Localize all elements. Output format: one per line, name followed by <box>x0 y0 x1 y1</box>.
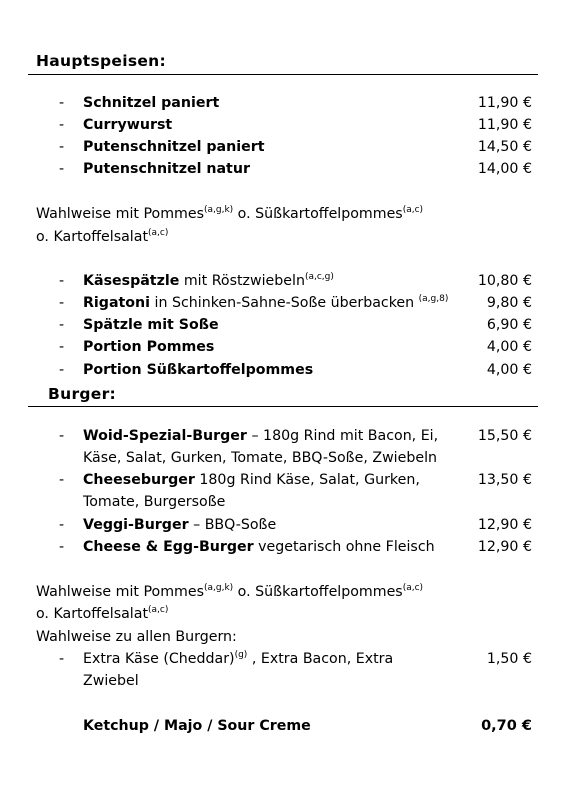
item-price: 4,00 € <box>486 362 532 378</box>
item-name: Schnitzel paniert <box>83 95 220 111</box>
side-choice-note <box>36 581 423 603</box>
item-price: 15,50 € <box>477 428 532 444</box>
item-price: 4,00 € <box>486 339 532 355</box>
item-name: Portion Pommes <box>83 339 215 355</box>
item-name: Rigatoni <box>83 295 151 311</box>
note-text: Wahlweise mit Pommes <box>36 206 204 222</box>
item-description: – 180g Rind mit Bacon, Ei, Käse, Salat, Gurken, Tomate, BBQ-Soße, Zwiebeln <box>83 428 439 466</box>
note-text: o. Kartoffelsalat <box>36 606 149 622</box>
side-choice-note-2 <box>36 603 168 625</box>
item-price: 12,90 € <box>477 539 532 555</box>
side-choice-note <box>36 203 423 225</box>
bullet-dash: - <box>59 295 65 311</box>
allergen-code: (a,c,g) <box>304 272 334 282</box>
item-name: Portion Süßkartoffelpommes <box>83 362 314 378</box>
item-price: 9,80 € <box>486 295 532 311</box>
item-name: Käsespätzle <box>83 273 180 289</box>
item-description: mit Röstzwiebeln <box>179 273 305 289</box>
menu-item <box>36 425 532 469</box>
note-text: o. Kartoffelsalat <box>36 229 149 245</box>
section-title-hauptspeisen: Hauptspeisen: <box>36 52 166 70</box>
bullet-dash: - <box>59 161 65 177</box>
item-description: – BBQ-Soße <box>188 517 277 533</box>
bullet-dash: - <box>59 651 65 667</box>
item-name: Putenschnitzel paniert <box>83 139 265 155</box>
item-description: 180g Rind Käse, Salat, Gurken, Tomate, Burgersoße <box>83 472 420 510</box>
bullet-dash: - <box>59 317 65 333</box>
item-price: 6,90 € <box>486 317 532 333</box>
allergen-code: (g) <box>234 650 248 660</box>
item-name: Spätzle mit Soße <box>83 317 219 333</box>
allergen-code: (a,g,k) <box>203 583 234 593</box>
note-text: Wahlweise mit Pommes <box>36 584 204 600</box>
item-price: 10,80 € <box>477 273 532 289</box>
bullet-dash: - <box>59 95 65 111</box>
item-name: Cheeseburger <box>83 472 195 488</box>
bullet-dash: - <box>59 539 65 555</box>
allergen-code: (a,c) <box>148 605 169 615</box>
item-price: 14,50 € <box>477 139 532 155</box>
bullet-dash: - <box>59 362 65 378</box>
menu-item <box>36 469 532 513</box>
note-text: o. Süßkartoffelpommes <box>233 206 403 222</box>
allergen-code: (a,c) <box>148 228 169 238</box>
bullet-dash: - <box>59 273 65 289</box>
item-price: 1,50 € <box>486 651 532 667</box>
sauces-row <box>83 715 532 737</box>
allergen-code: (a,g,8) <box>418 294 449 304</box>
bullet-dash: - <box>59 117 65 133</box>
bullet-dash: - <box>59 517 65 533</box>
item-price: 13,50 € <box>477 472 532 488</box>
sauces-price: 0,70 € <box>481 718 532 734</box>
allergen-code: (a,g,k) <box>203 205 234 215</box>
item-price: 14,00 € <box>477 161 532 177</box>
menu-item-extra <box>36 648 532 692</box>
item-name: Putenschnitzel natur <box>83 161 250 177</box>
allergen-code: (a,c) <box>402 205 424 215</box>
burger-extras-note: Wahlweise zu allen Burgern: <box>36 629 237 645</box>
item-price: 11,90 € <box>477 95 532 111</box>
item-name: Woid-Spezial-Burger <box>83 428 247 444</box>
item-price: 11,90 € <box>477 117 532 133</box>
extra-text: , Extra Bacon, Extra Zwiebel <box>83 651 394 689</box>
allergen-code: (a,c) <box>402 583 424 593</box>
item-name: Cheese & Egg-Burger <box>83 539 254 555</box>
item-description: in Schinken-Sahne-Soße überbacken <box>150 295 419 311</box>
item-name: Veggi-Burger <box>83 517 189 533</box>
bullet-dash: - <box>59 428 65 444</box>
item-name: Currywurst <box>83 117 173 133</box>
side-choice-note-2 <box>36 226 168 248</box>
section-divider <box>28 74 538 75</box>
item-description: vegetarisch ohne Fleisch <box>253 539 435 555</box>
note-text: o. Süßkartoffelpommes <box>233 584 403 600</box>
section-title-burger: Burger: <box>48 385 117 403</box>
extra-text: Extra Käse (Cheddar) <box>83 651 235 667</box>
section-divider <box>28 406 538 407</box>
bullet-dash: - <box>59 472 65 488</box>
bullet-dash: - <box>59 139 65 155</box>
item-price: 12,90 € <box>477 517 532 533</box>
sauces-label: Ketchup / Majo / Sour Creme <box>83 718 311 734</box>
bullet-dash: - <box>59 339 65 355</box>
